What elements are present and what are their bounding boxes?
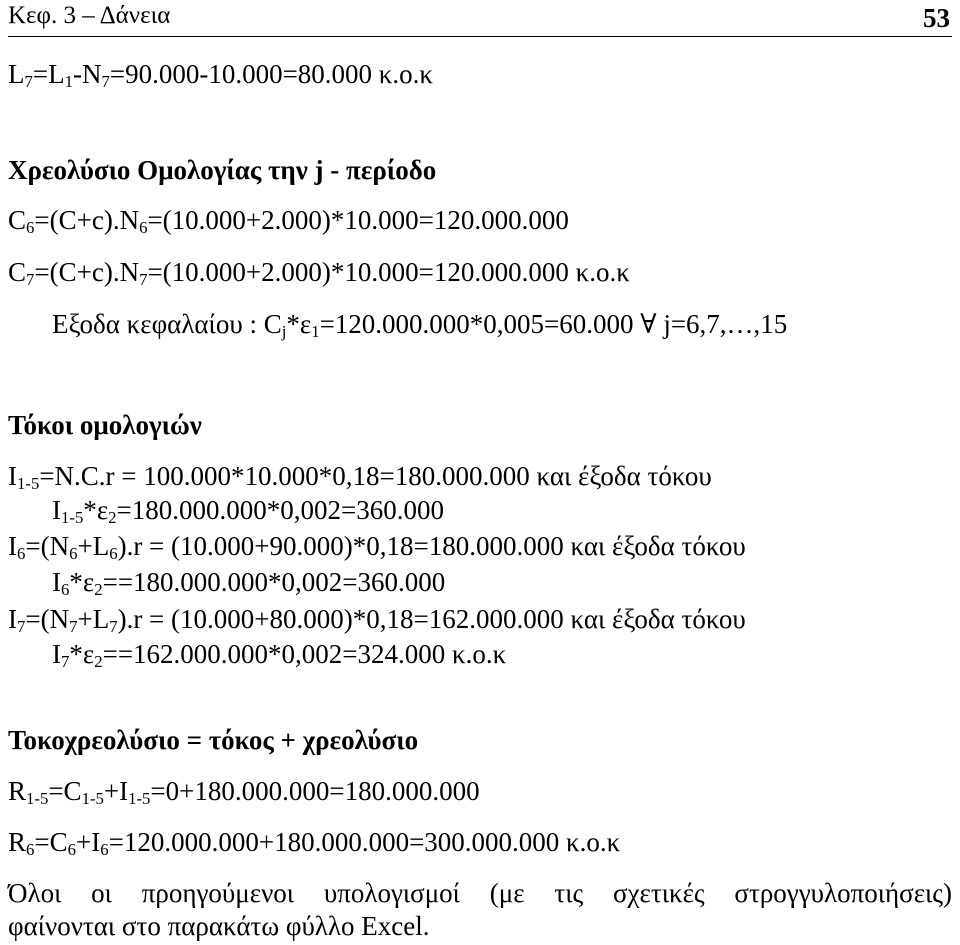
text-line-i7-expenses: $I_7*\varepsilon_2==162.000.000*0,002=324.000$ κ.ο.κ bbox=[52, 639, 507, 672]
text-line-i6-expenses: $I_6*\varepsilon_2==180.000.000*0,002=360.000$ bbox=[52, 567, 446, 600]
paragraph-line-2: φαίνονται στο παρακάτω φύλλο Excel. bbox=[8, 911, 430, 941]
text-line-i1-5: $I_{1-5}=N.C.r = 100.000*10.000*0,18=180.000.000$ και έξοδα τόκου bbox=[8, 461, 712, 494]
text-line-i7: $I_7=(N_7+L_7).r = (10.000+80.000)*0,18=162.000.000$ και έξοδα τόκου bbox=[8, 604, 746, 637]
text-line-l7: $L_7=L_1-N_7=90.000-10.000=80.000$ κ.ο.κ bbox=[8, 59, 434, 92]
text-line-capital-expenses: Εξοδα κεφαλαίου : $C_j*\varepsilon_1=120.000.000*0,005=60.000$ ∀ j=6,7,…,15 bbox=[52, 309, 788, 342]
section-heading-installment: Τοκοχρεολύσιο = τόκος + χρεολύσιο bbox=[8, 725, 419, 755]
page-header bbox=[8, 0, 952, 37]
page-number: 53 bbox=[923, 3, 950, 33]
text-line-r6: $R_6=C_6+I_6=120.000.000+180.000.000=300.000.000$ κ.ο.κ bbox=[8, 827, 621, 860]
text-line-r1-5: $R_{1-5}=C_{1-5}+I_{1-5}=0+180.000.000=180.000.000$ bbox=[8, 776, 480, 809]
text-line-c6: $C_6=(C+c).N_6=(10.000+2.000)*10.000=120.000.000$ bbox=[8, 205, 569, 238]
text-line-i1-5-expenses: $I_{1-5}*\varepsilon_2=180.000.000*0,002=360.000$ bbox=[52, 495, 444, 528]
text-line-i6: $I_6=(N_6+L_6).r = (10.000+90.000)*0,18=180.000.000$ και έξοδα τόκου bbox=[8, 531, 746, 564]
section-heading-amortization: Χρεολύσιο Ομολογίας την j - περίοδο bbox=[8, 155, 437, 185]
chapter-title: Κεφ. 3 – Δάνεια bbox=[8, 2, 171, 29]
section-heading-bond-interest: Τόκοι ομολογιών bbox=[8, 410, 202, 440]
paragraph-line-1: Όλοι οι προηγούμενοι υπολογισμοί (με τις σχετικές στρογγυλοποιήσεις) bbox=[8, 878, 952, 908]
text-line-c7: $C_7=(C+c).N_7=(10.000+2.000)*10.000=120.000.000$ κ.ο.κ bbox=[8, 257, 630, 290]
